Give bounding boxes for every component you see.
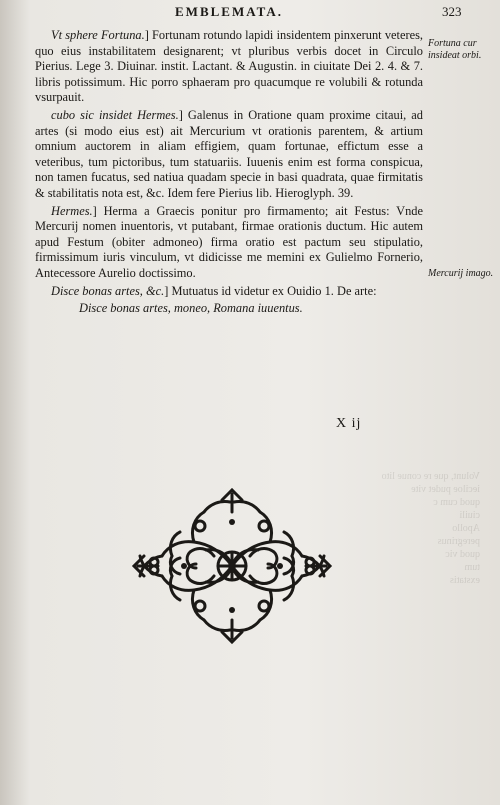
lemma-disce: Disce bonas artes, &c. [51,283,165,298]
printers-ornament [124,482,340,650]
paragraph-hermes-text: ] Herma a Graecis ponitur pro firmamento; ait Festus: Vnde Mercurij nomen inuentoris, vt putabant, firmae orationis ductum. Hic autem apud Festum (obiter admoneo) firma oratio est pactum seu stipulatio, firmissimum iuris vinculum, vt didicisse me memini ex Gulielmo Fornerio, Antecessore Aurelio doctissimo. [35,203,423,280]
paragraph-fortuna-text: ] Fortunam rotundo lapidi insidentem pinxerunt veteres, quo eius instabilitatem designarent; vt pluribus verbis docet in Circulo Pierius. Lege 3. Diuinar. instit. Lactant. & Augustin. in ciuitate Dei 2. 4. & 7. libris potissimum. Hic porro sphaeram pro quacumque re volubili & rotunda vsurpauit. [35,28,424,105]
paragraph-disce-text: ] Mutuatus id videtur ex Ouidio 1. De arte: [164,283,377,298]
paragraph-hermes [35,204,423,282]
running-head: EMBLEMATA. [175,4,283,19]
marginal-note-mercurius: Mercurij imago. [428,268,494,279]
marginal-note-fortuna: Fortuna cur insideat orbi. [428,38,482,61]
show-through-text: Volunt, que re conue lito ieciloe pudet vite quod cum c ciuili Apollo peregrinus quod vic tum exstatis [381,471,480,586]
lemma-hermes: Hermes. [51,203,93,218]
paragraph-disce [35,284,423,300]
signature-mark: X ij [336,416,362,431]
verse-quotation: Disce bonas artes, moneo, Romana iuuentus. [79,301,303,316]
page-header [0,4,500,24]
paragraph-fortuna [35,28,423,106]
paragraph-cubo-text: ] Galenus in Oratione quam proxime citaui, ad artes (si modo eius est) ait Mercurium vt orationis parentem, & artium omnium auctorem in aliam effigiem, quam fortunae, effictum esse a veteribus, tum pictoribus, tum statuariis. Iuuenis enim est forma conspicua, non tamen fucatus, sed natiua quadam specie in basi quadrata, quae firmitatis & stabilitatis nota est, &c. Idem fere Pierius lib. Hieroglyph. 39. [35,107,423,200]
page-number: 323 [442,4,462,19]
lemma-cubo: cubo sic insidet Hermes. [51,107,179,122]
commentary-text [35,28,423,317]
lemma-fortuna: Vt sphere Fortuna. [51,28,145,42]
paragraph-hermes-cubo [35,108,423,202]
